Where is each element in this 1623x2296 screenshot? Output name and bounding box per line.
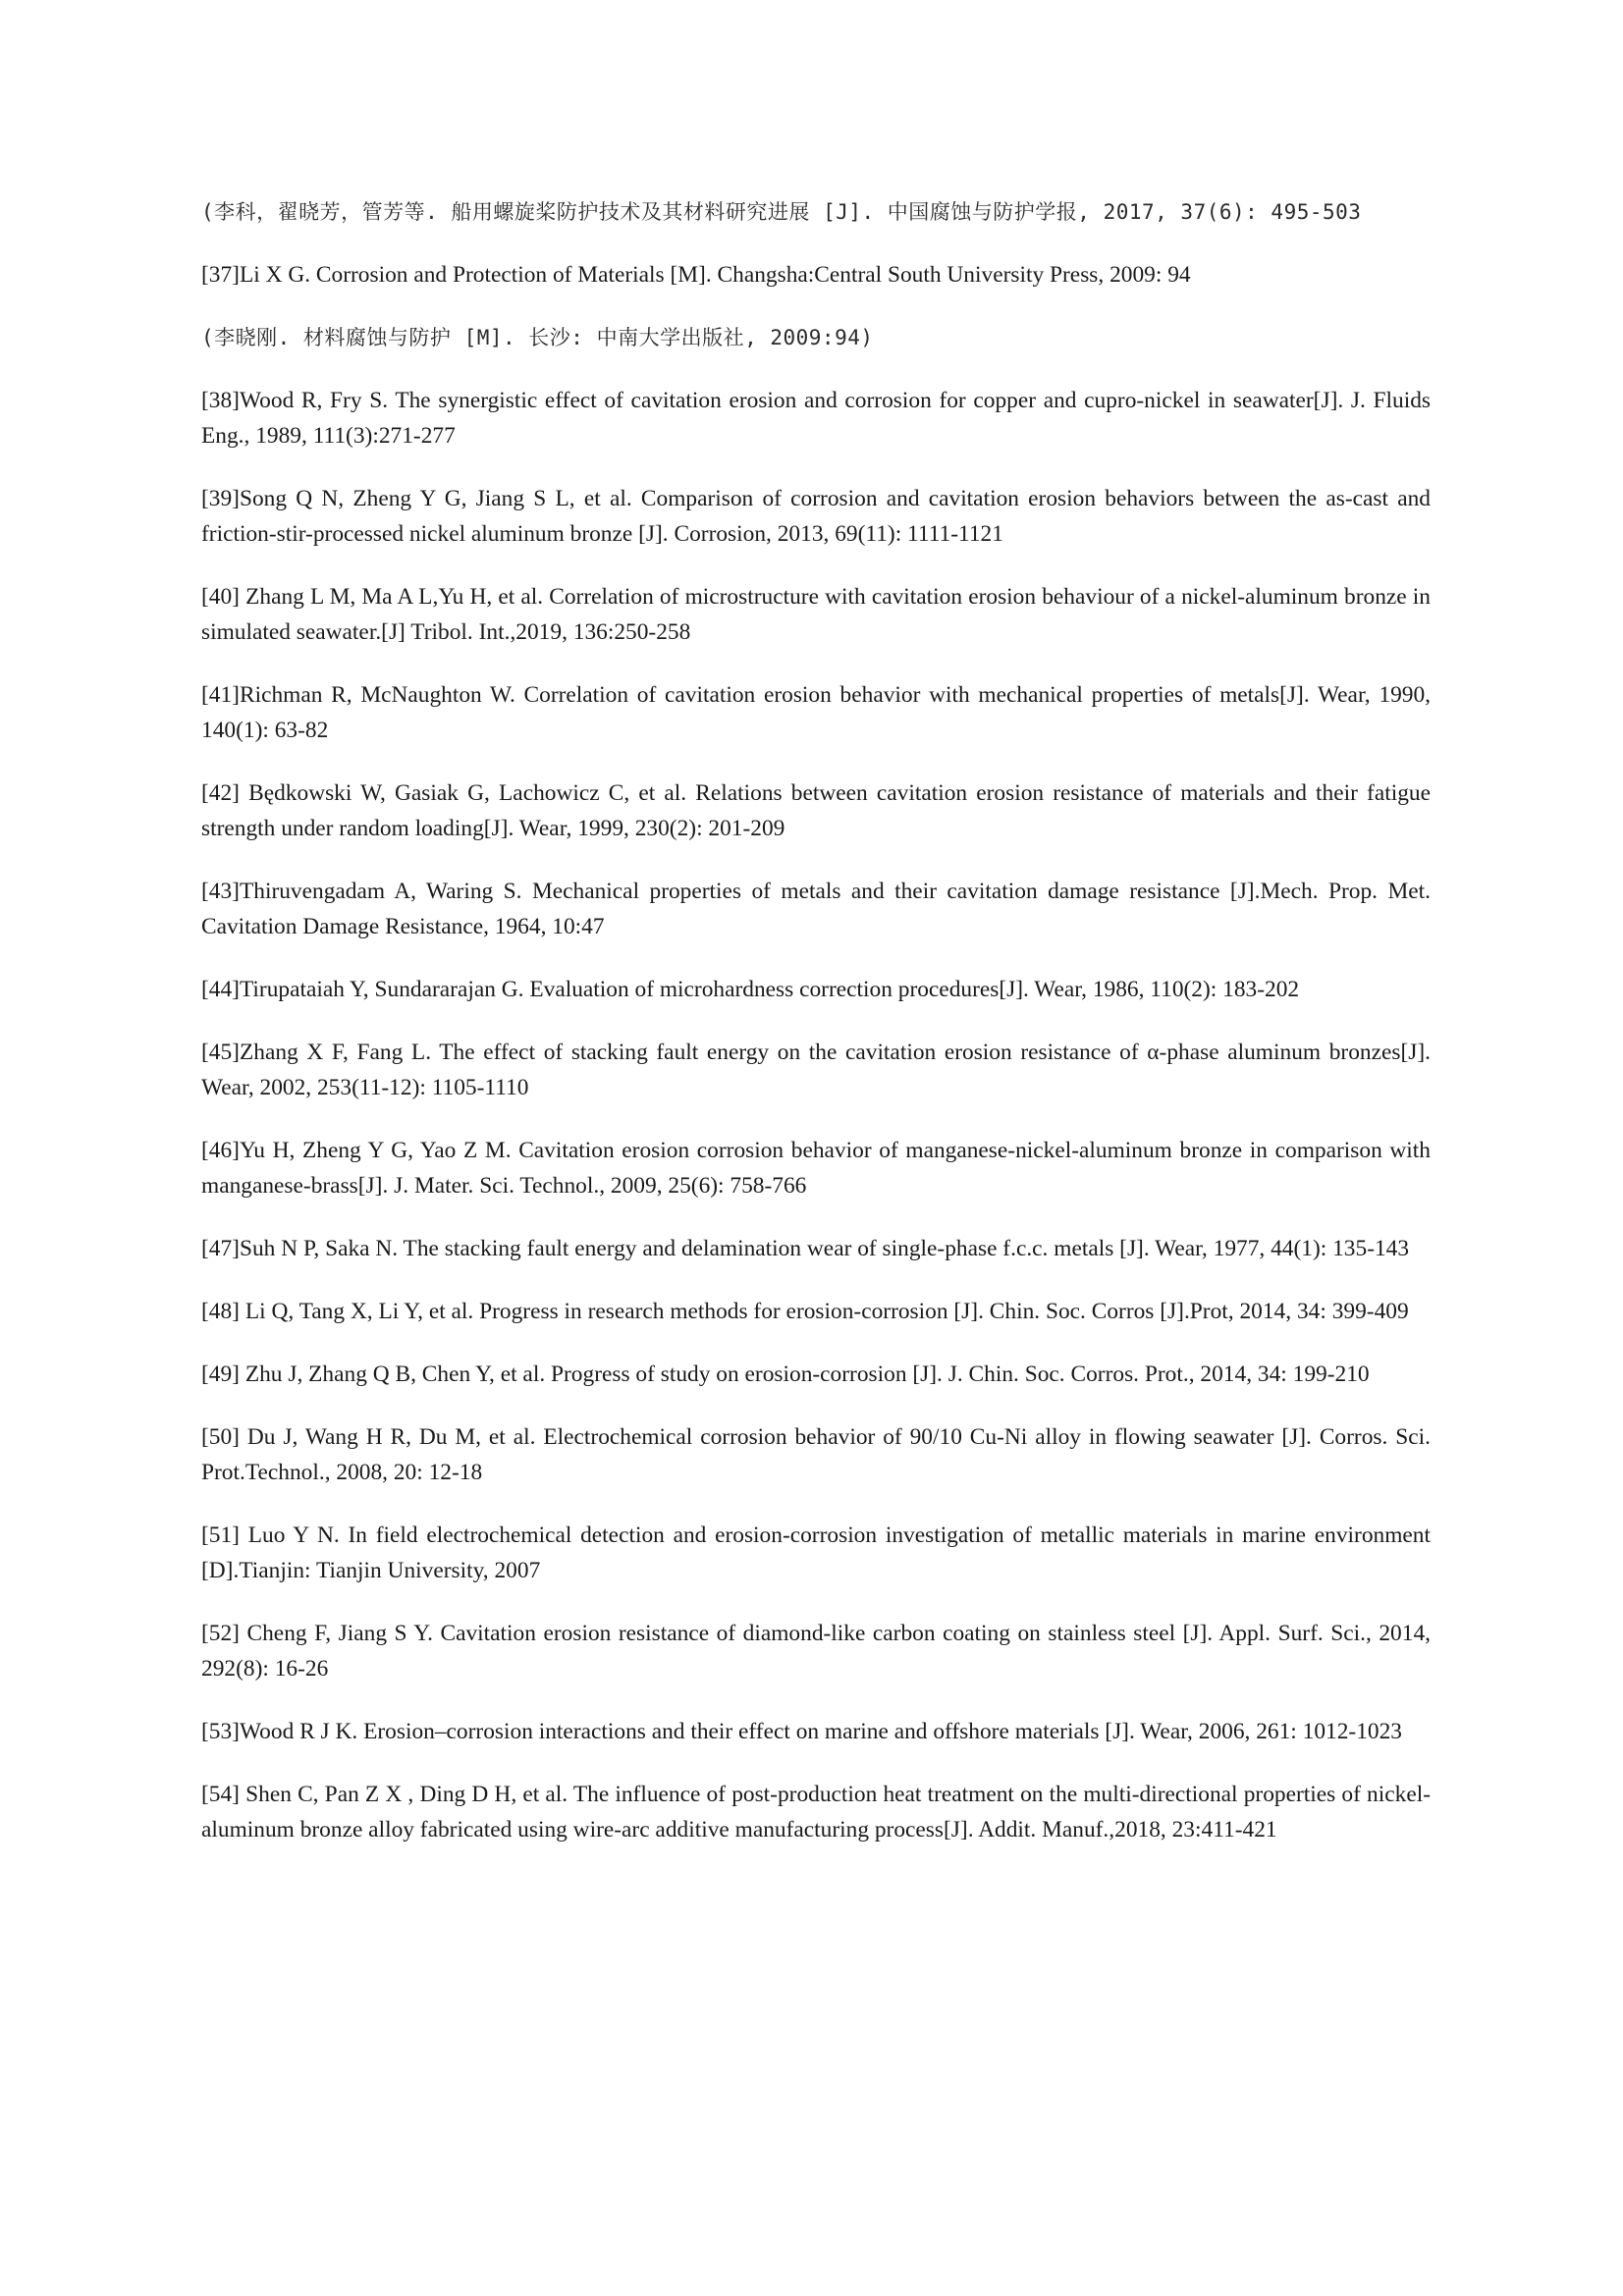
reference-entry-42: [42] Będkowski W, Gasiak G, Lachowicz C, et al. Relations between cavitation erosion resistance of materials and their fatigue strength under random loading[J]. Wear, 1999, 230(2): 201-209 — [201, 780, 1431, 841]
reference-entry-44: [44]Tirupataiah Y, Sundararajan G. Evaluation of microhardness correction procedures[J]. Wear, 1986, 110(2): 183-202 — [201, 977, 1300, 1002]
reference-entry-50: [50] Du J, Wang H R, Du M, et al. Electrochemical corrosion behavior of 90/10 Cu-Ni alloy in flowing seawater [J]. Corros. Sci. Prot.Technol., 2008, 20: 12-18 — [201, 1424, 1431, 1485]
reference-entry-41: [41]Richman R, McNaughton W. Correlation of cavitation erosion behavior with mechanical properties of metals[J]. Wear, 1990, 140(1): 63-82 — [201, 682, 1431, 743]
reference-list — [201, 194, 1431, 1875]
reference-entry-43: [43]Thiruvengadam A, Waring S. Mechanical properties of metals and their cavitation damage resistance [J].Mech. Prop. Met. Cavitation Damage Resistance, 1964, 10:47 — [201, 879, 1431, 939]
reference-entry-53: [53]Wood R J K. Erosion–corrosion interactions and their effect on marine and offshore materials [J]. Wear, 2006, 261: 1012-1023 — [201, 1719, 1403, 1744]
reference-entry-cn-37: (李晓刚. 材料腐蚀与防护 [M]. 长沙: 中南大学出版社, 2009:94) — [201, 326, 874, 349]
reference-entry-45: [45]Zhang X F, Fang L. The effect of stacking fault energy on the cavitation erosion resistance of α-phase aluminum bronzes[J]. Wear, 2002, 253(11-12): 1105-1110 — [201, 1040, 1431, 1100]
reference-entry-47: [47]Suh N P, Saka N. The stacking fault energy and delamination wear of single-phase f.c.c. metals [J]. Wear, 1977, 44(1): 135-143 — [201, 1236, 1410, 1261]
reference-entry-48: [48] Li Q, Tang X, Li Y, et al. Progress in research methods for erosion-corrosion [J]. Chin. Soc. Corros [J].Prot, 2014, 34: 399-409 — [201, 1299, 1409, 1324]
reference-entry-38: [38]Wood R, Fry S. The synergistic effect of cavitation erosion and corrosion for copper and cupro-nickel in seawater[J]. J. Fluids Eng., 1989, 111(3):271-277 — [201, 388, 1431, 449]
reference-entry-49: [49] Zhu J, Zhang Q B, Chen Y, et al. Progress of study on erosion-corrosion [J]. J. Chin. Soc. Corros. Prot., 2014, 34: 199-210 — [201, 1362, 1370, 1387]
reference-entry-37: [37]Li X G. Corrosion and Protection of Materials [M]. Changsha:Central South University Press, 2009: 94 — [201, 262, 1191, 288]
reference-entry-cn-36: (李科，翟晓芳，管芳等. 船用螺旋桨防护技术及其材料研究进展 [J]. 中国腐蚀与防护学报, 2017, 37(6): 495-503 — [201, 200, 1362, 224]
reference-entry-52: [52] Cheng F, Jiang S Y. Cavitation erosion resistance of diamond-like carbon coating on stainless steel [J]. Appl. Surf. Sci., 2014, 292(8): 16-26 — [201, 1621, 1431, 1682]
reference-entry-40: [40] Zhang L M, Ma A L,Yu H, et al. Correlation of microstructure with cavitation erosion behaviour of a nickel-aluminum bronze in simulated seawater.[J] Tribol. Int.,2019, 136:250-258 — [201, 584, 1431, 645]
reference-entry-46: [46]Yu H, Zheng Y G, Yao Z M. Cavitation erosion corrosion behavior of manganese-nickel-aluminum bronze in comparison with manganese-brass[J]. J. Mater. Sci. Technol., 2009, 25(6): 758-766 — [201, 1138, 1431, 1199]
reference-entry-51: [51] Luo Y N. In field electrochemical detection and erosion-corrosion investigation of metallic materials in marine environment [D].Tianjin: Tianjin University, 2007 — [201, 1522, 1431, 1583]
reference-entry-54: [54] Shen C, Pan Z X , Ding D H, et al. The influence of post-production heat treatment on the multi-directional properties of nickel-aluminum bronze alloy fabricated using wire-arc additive manufacturing process[J]. Addit. Manuf.,2018, 23:411-421 — [201, 1782, 1431, 1842]
reference-entry-39: [39]Song Q N, Zheng Y G, Jiang S L, et al. Comparison of corrosion and cavitation erosion behaviors between the as-cast and friction-stir-processed nickel aluminum bronze [J]. Corrosion, 2013, 69(11): 1111-1121 — [201, 486, 1431, 547]
